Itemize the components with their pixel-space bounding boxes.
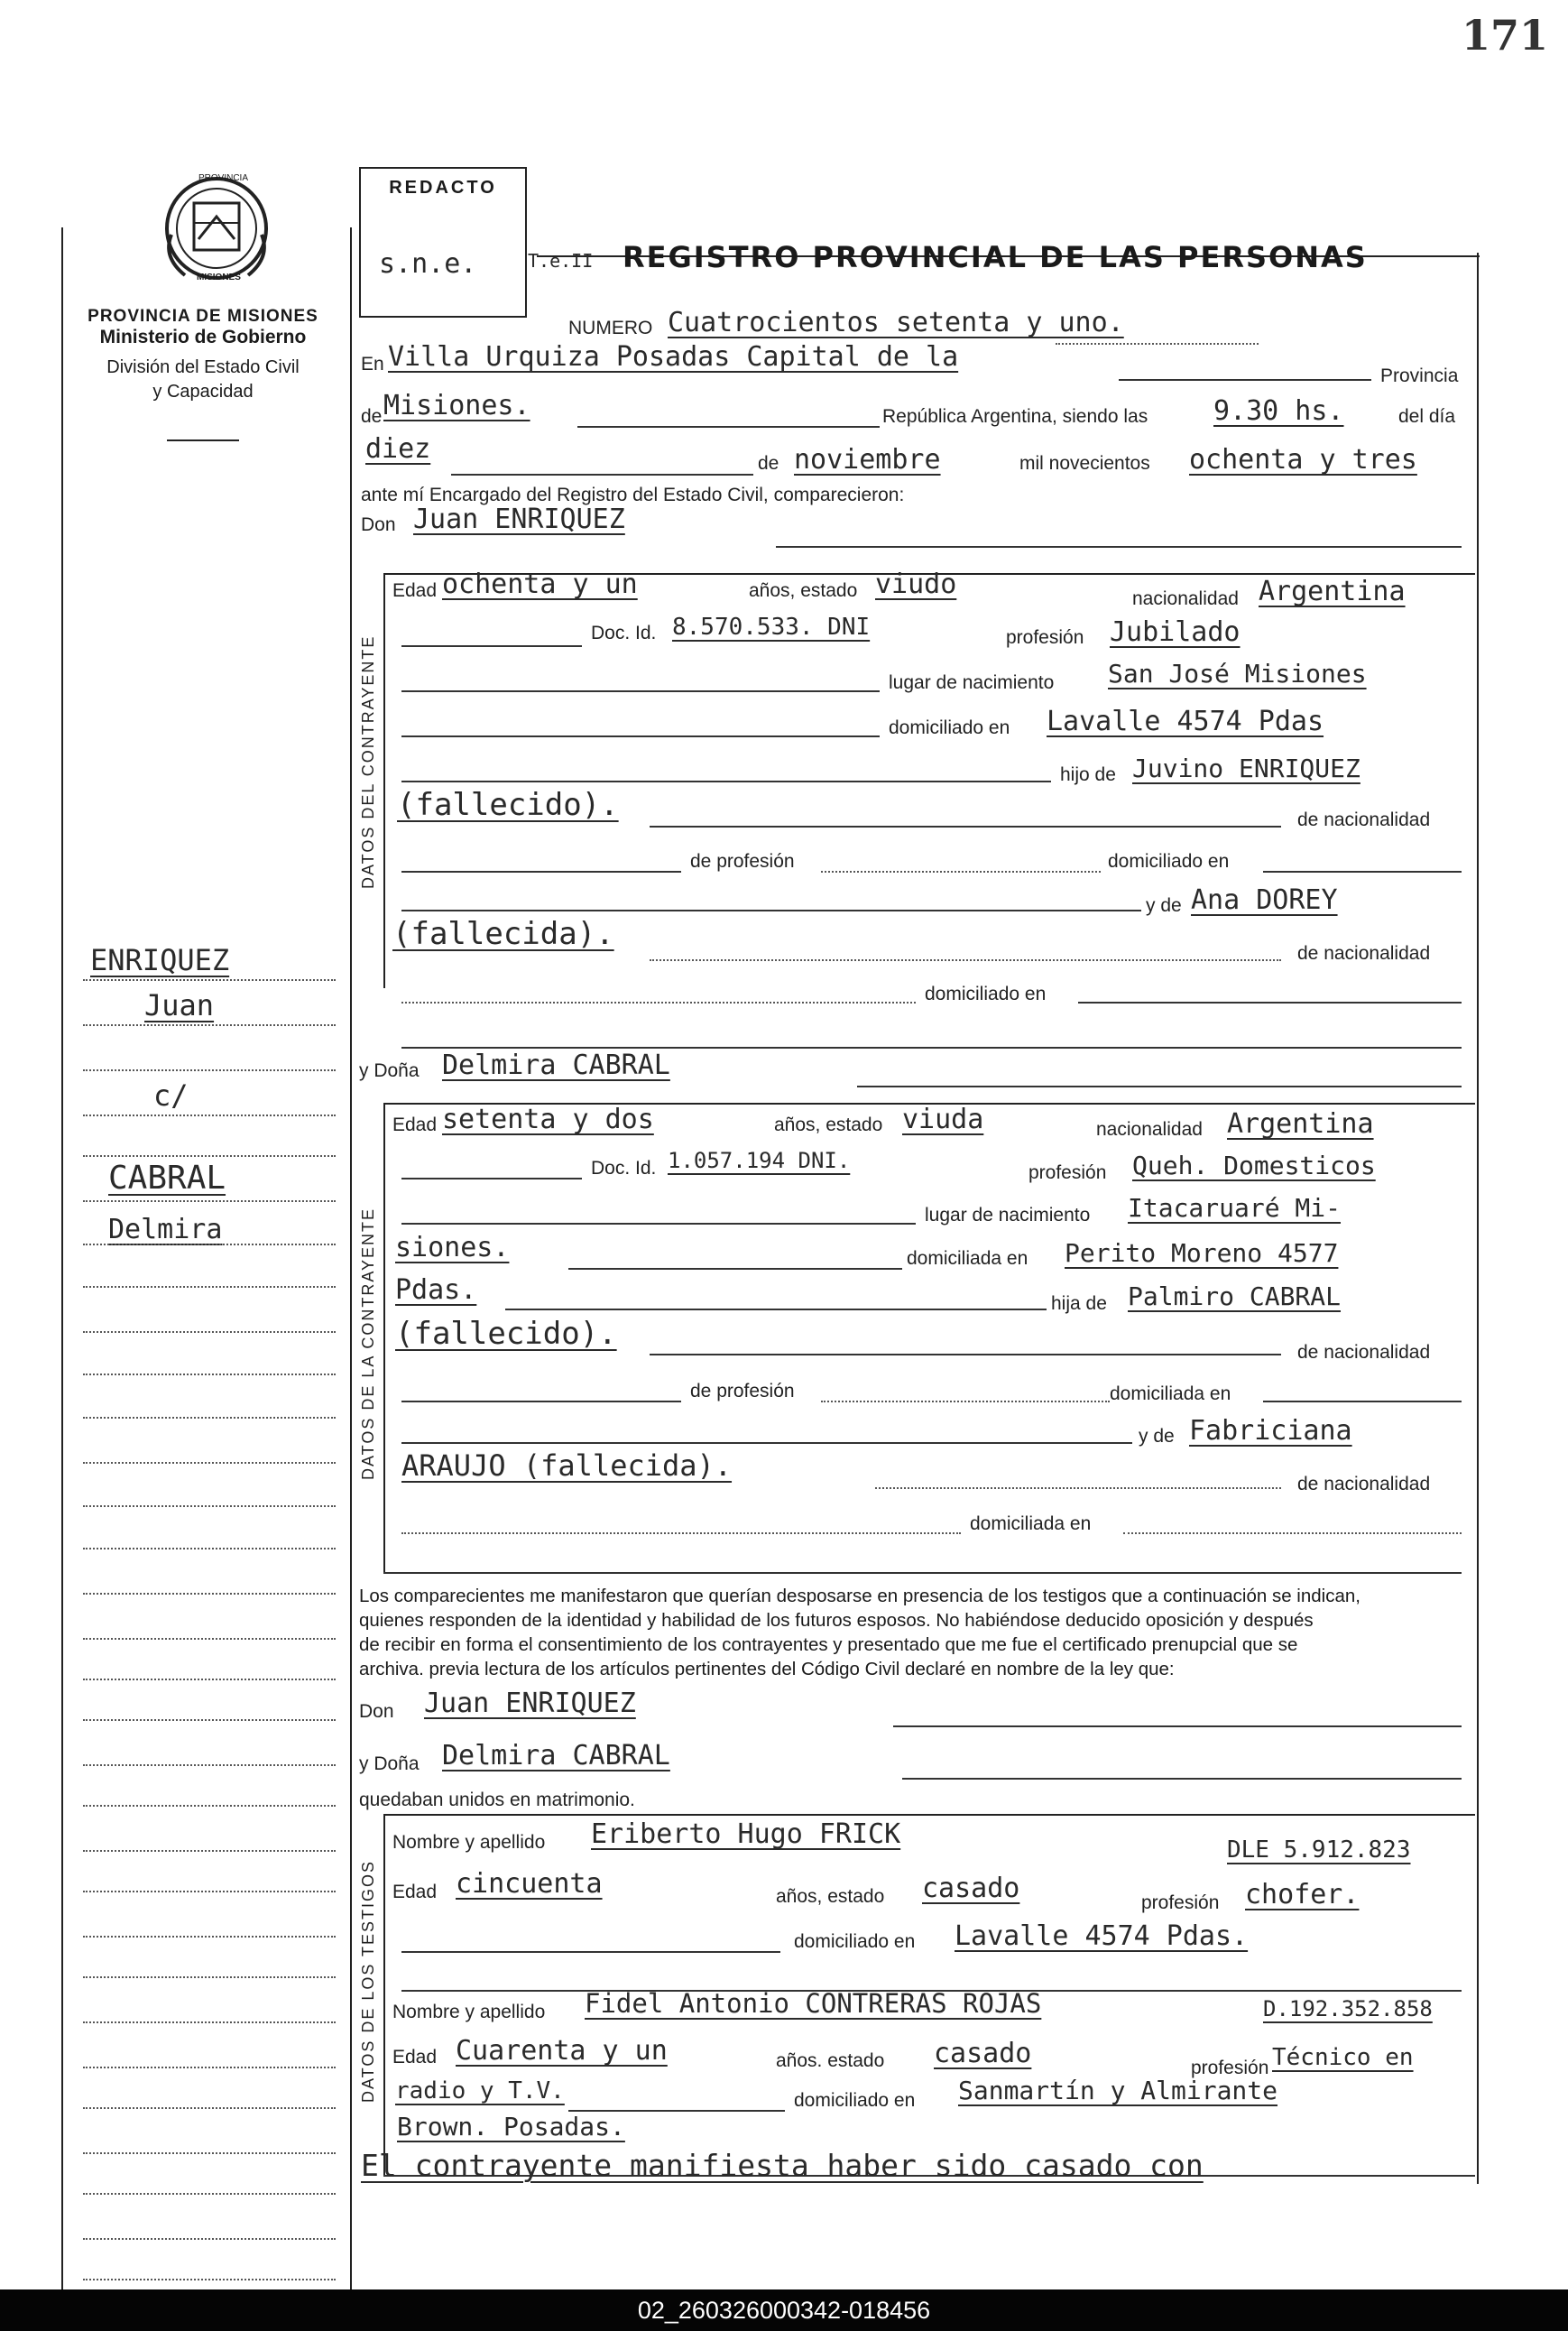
label-profesion-w2: profesión bbox=[1191, 2058, 1269, 2078]
label-edad-bride: Edad bbox=[392, 1115, 438, 1135]
label-domicilio-bride: domiciliada en bbox=[907, 1248, 1028, 1269]
consent-paragraph bbox=[359, 1584, 1478, 1681]
declaration-bride: Delmira CABRAL bbox=[442, 1740, 670, 1771]
margin-rule-line bbox=[83, 1850, 336, 1852]
label-nacimiento-bride: lugar de nacimiento bbox=[925, 1205, 1091, 1226]
label-anos-estado-groom: años, estado bbox=[749, 580, 858, 601]
margin-rule-line bbox=[83, 1069, 336, 1071]
stamp-title: REDACTO bbox=[389, 178, 497, 198]
margin-rule-line bbox=[83, 1805, 336, 1807]
margin-rule-line bbox=[83, 979, 336, 981]
witness2-status: casado bbox=[934, 2038, 1032, 2069]
bride-doc: 1.057.194 DNI. bbox=[668, 1148, 851, 1173]
label-edad-groom: Edad bbox=[392, 580, 438, 601]
act-province: Misiones. bbox=[383, 390, 530, 421]
label-y-dona-decl: y Doña bbox=[359, 1753, 420, 1774]
registry-title: REGISTRO PROVINCIAL DE LAS PERSONAS bbox=[623, 240, 1368, 274]
margin-rule-line bbox=[83, 1286, 336, 1288]
bride-birthplace: Itacaruaré Mi- bbox=[1128, 1193, 1342, 1223]
label-domicilio-w2: domiciliado en bbox=[794, 2090, 916, 2111]
groom-status: viudo bbox=[875, 569, 957, 600]
witness2-profession: Técnico en bbox=[1272, 2044, 1414, 2071]
margin-rule-line bbox=[83, 1155, 336, 1157]
label-don-decl: Don bbox=[359, 1701, 394, 1722]
label-y-dona: y Doña bbox=[359, 1060, 420, 1081]
label-republica: República Argentina, siendo las bbox=[882, 406, 1148, 427]
margin-rule-line bbox=[83, 1505, 336, 1507]
label-profesion-bride: profesión bbox=[1028, 1162, 1107, 1183]
footer-id: 02_260326000342-018456 bbox=[637, 2297, 931, 2324]
label-anos-estado-w2: años. estado bbox=[776, 2050, 885, 2071]
label-del-dia: del día bbox=[1398, 406, 1456, 427]
right-border-line bbox=[1477, 253, 1479, 2184]
seal-text-bottom: MISIONES bbox=[197, 273, 241, 282]
label-nacimiento-groom: lugar de nacimiento bbox=[889, 672, 1055, 693]
margin-rule-line bbox=[83, 2279, 336, 2280]
witness2-profession-cont: radio y T.V. bbox=[395, 2077, 565, 2104]
label-datos-testigos: DATOS DE LOS TESTIGOS bbox=[359, 1859, 377, 2103]
act-day: diez bbox=[365, 433, 431, 465]
label-domicilio-mother: domiciliado en bbox=[925, 984, 1047, 1004]
margin-rule-line bbox=[83, 1244, 336, 1245]
label-edad-w2: Edad bbox=[392, 2047, 438, 2067]
label-profesion-w1: profesión bbox=[1141, 1892, 1220, 1913]
margin-rule-line bbox=[83, 1976, 336, 1978]
witness2-age: Cuarenta y un bbox=[456, 2035, 668, 2067]
label-de: de bbox=[361, 406, 383, 427]
label-en: En bbox=[361, 354, 384, 375]
margin-rule-line bbox=[83, 1719, 336, 1721]
margin-rule-line bbox=[83, 1462, 336, 1464]
witness1-profession: chofer. bbox=[1245, 1879, 1360, 1910]
witness1-name: Eriberto Hugo FRICK bbox=[591, 1818, 901, 1850]
margin-rule-line bbox=[83, 2021, 336, 2023]
stamp-handwritten: s.n.e. bbox=[379, 248, 477, 280]
declaration-groom: Juan ENRIQUEZ bbox=[424, 1688, 636, 1719]
bride-mother: Fabriciana bbox=[1189, 1415, 1352, 1447]
left-margin-line bbox=[61, 227, 63, 2294]
margin-groom-name: Juan bbox=[144, 988, 215, 1022]
groom-nationality: Argentina bbox=[1259, 576, 1406, 607]
groom-father: Juvino ENRIQUEZ bbox=[1132, 754, 1360, 783]
margin-rule-line bbox=[83, 1593, 336, 1595]
label-anos-estado-bride: años, estado bbox=[774, 1115, 883, 1135]
margin-rule-line bbox=[83, 1638, 336, 1640]
main-column-line bbox=[350, 227, 352, 2294]
bride-nationality: Argentina bbox=[1227, 1108, 1374, 1140]
act-time: 9.30 hs. bbox=[1213, 395, 1344, 427]
label-nacionalidad-bride-mother: de nacionalidad bbox=[1297, 1474, 1431, 1494]
final-note: El contrayente manifiesta haber sido casado con bbox=[361, 2148, 1204, 2183]
margin-rule-line bbox=[83, 1936, 336, 1938]
label-nacionalidad-mother: de nacionalidad bbox=[1297, 943, 1431, 964]
label-hijo-de: hijo de bbox=[1060, 764, 1116, 785]
bride-name: Delmira CABRAL bbox=[442, 1050, 670, 1081]
margin-rule-line bbox=[83, 1374, 336, 1375]
label-nacionalidad-bride-father: de nacionalidad bbox=[1297, 1342, 1431, 1363]
label-doc-groom: Doc. Id. bbox=[591, 623, 657, 643]
bride-mother-cont: ARAUJO (fallecida). bbox=[401, 1448, 733, 1483]
margin-rule-line bbox=[83, 2107, 336, 2109]
label-don: Don bbox=[361, 514, 396, 535]
margin-bride-surname: CABRAL bbox=[108, 1160, 226, 1197]
label-hija-de: hija de bbox=[1051, 1293, 1107, 1314]
label-nombre-w2: Nombre y apellido bbox=[392, 2002, 546, 2022]
paragraph-line: quienes responden de la identidad y habilidad de los futuros esposos. No habiéndose deducido oposición y después bbox=[359, 1610, 1314, 1631]
bride-birthplace-cont: siones. bbox=[395, 1232, 510, 1263]
margin-rule-line bbox=[83, 1679, 336, 1680]
groom-name: Juan ENRIQUEZ bbox=[413, 504, 625, 535]
division-line2: y Capacidad bbox=[152, 382, 254, 402]
groom-birthplace: San José Misiones bbox=[1108, 659, 1367, 689]
groom-profession: Jubilado bbox=[1110, 616, 1241, 648]
margin-rule-line bbox=[83, 1764, 336, 1766]
groom-father-status: (fallecido). bbox=[397, 787, 619, 823]
witness1-address: Lavalle 4574 Pdas. bbox=[955, 1920, 1249, 1952]
groom-mother: Ana DOREY bbox=[1191, 884, 1338, 916]
header-rule bbox=[167, 439, 239, 441]
bride-age: setenta y dos bbox=[442, 1104, 654, 1135]
label-ante-mi: ante mí Encargado del Registro del Estado Civil, comparecieron: bbox=[361, 485, 905, 505]
seal-text-top: PROVINCIA bbox=[198, 173, 249, 183]
groom-mother-status: (fallecida). bbox=[392, 916, 614, 952]
ministry-name: Ministerio de Gobierno bbox=[99, 327, 307, 347]
witness1-age: cincuenta bbox=[456, 1868, 603, 1900]
label-doc-bride: Doc. Id. bbox=[591, 1158, 657, 1179]
margin-rule-line bbox=[83, 2193, 336, 2195]
groom-doc: 8.570.533. DNI bbox=[672, 614, 871, 641]
bride-address-cont: Pdas. bbox=[395, 1274, 477, 1306]
label-domicilio-bride-father: domiciliada en bbox=[1110, 1383, 1231, 1404]
province-name: PROVINCIA DE MISIONES bbox=[88, 307, 318, 326]
label-nacionalidad-bride: nacionalidad bbox=[1096, 1119, 1203, 1140]
margin-connector: c/ bbox=[153, 1078, 189, 1113]
label-edad-w1: Edad bbox=[392, 1882, 438, 1902]
act-number: Cuatrocientos setenta y uno. bbox=[668, 307, 1124, 338]
margin-rule-line bbox=[83, 2152, 336, 2154]
label-provincia: Provincia bbox=[1380, 365, 1459, 386]
act-place: Villa Urquiza Posadas Capital de la bbox=[388, 341, 959, 373]
bride-father: Palmiro CABRAL bbox=[1128, 1281, 1342, 1311]
witness2-address: Sanmartín y Almirante bbox=[958, 2076, 1278, 2105]
paragraph-line: archiva. previa lectura de los artículos pertinentes del Código Civil declaré en nombre de la ley que: bbox=[359, 1659, 1175, 1679]
stamp-note: T.e.II bbox=[528, 250, 594, 272]
margin-rule-line bbox=[83, 1200, 336, 1202]
bride-father-status: (fallecido). bbox=[395, 1316, 617, 1352]
margin-rule-line bbox=[83, 1024, 336, 1026]
margin-bride-name: Delmira bbox=[108, 1214, 223, 1245]
label-anos-estado-w1: años, estado bbox=[776, 1886, 885, 1907]
witness1-status: casado bbox=[922, 1873, 1020, 1904]
label-numero: NUMERO bbox=[568, 318, 653, 338]
page-number: 171 bbox=[1462, 11, 1549, 60]
label-datos-contrayenta: DATOS DE LA CONTRAYENTE bbox=[359, 1207, 377, 1480]
witness2-doc: D.192.352.858 bbox=[1263, 1996, 1433, 2021]
act-month: noviembre bbox=[794, 444, 941, 476]
label-quedaban: quedaban unidos en matrimonio. bbox=[359, 1790, 635, 1810]
margin-rule-line bbox=[83, 1891, 336, 1892]
bride-address: Perito Moreno 4577 bbox=[1065, 1238, 1339, 1268]
margin-rule-line bbox=[83, 1331, 336, 1333]
label-nacionalidad-groom: nacionalidad bbox=[1132, 588, 1239, 609]
witness2-name: Fidel Antonio CONTRERAS ROJAS bbox=[585, 1988, 1042, 2019]
label-y-de-bride: y de bbox=[1139, 1426, 1175, 1447]
margin-rule-line bbox=[83, 1115, 336, 1116]
label-domicilio-father: domiciliado en bbox=[1108, 851, 1230, 872]
label-profesion-father: de profesión bbox=[690, 851, 795, 872]
margin-groom-surname: ENRIQUEZ bbox=[90, 943, 230, 977]
label-domicilio-groom: domiciliado en bbox=[889, 717, 1010, 738]
label-nombre-w1: Nombre y apellido bbox=[392, 1832, 546, 1853]
label-profesion-bride-father: de profesión bbox=[690, 1381, 795, 1401]
redacto-stamp bbox=[359, 167, 527, 318]
label-datos-contrayente: DATOS DEL CONTRAYENTE bbox=[359, 634, 377, 889]
label-profesion-groom: profesión bbox=[1006, 627, 1084, 648]
margin-rule-line bbox=[83, 2067, 336, 2068]
margin-rule-line bbox=[83, 1548, 336, 1549]
margin-rule-line bbox=[83, 2238, 336, 2240]
division-line1: División del Estado Civil bbox=[106, 357, 300, 377]
witness2-address-cont: Brown. Posadas. bbox=[397, 2112, 625, 2141]
label-mil-novecientos: mil novecientos bbox=[1019, 453, 1150, 474]
witness1-doc: DLE 5.912.823 bbox=[1227, 1836, 1411, 1864]
label-y-de-groom: y de bbox=[1146, 895, 1182, 916]
paragraph-line: de recibir en forma el consentimiento de los contrayentes y presentado que me fue el certificado prenupcial que se bbox=[359, 1634, 1298, 1655]
groom-age: ochenta y un bbox=[442, 569, 638, 600]
bride-profession: Queh. Domesticos bbox=[1132, 1151, 1376, 1180]
label-domicilio-bride-mother: domiciliada en bbox=[970, 1513, 1092, 1534]
footer-bar bbox=[0, 2289, 1568, 2331]
act-year: ochenta y tres bbox=[1189, 444, 1417, 476]
label-nacionalidad-father: de nacionalidad bbox=[1297, 809, 1431, 830]
bride-status: viuda bbox=[902, 1104, 984, 1135]
groom-address: Lavalle 4574 Pdas bbox=[1047, 706, 1324, 737]
margin-rule-line bbox=[83, 1417, 336, 1419]
label-de-mes: de bbox=[758, 453, 779, 474]
paragraph-line: Los comparecientes me manifestaron que querían desposarse en presencia de los testigos que a continuación se indican, bbox=[359, 1586, 1360, 1606]
label-domicilio-w1: domiciliado en bbox=[794, 1931, 916, 1952]
